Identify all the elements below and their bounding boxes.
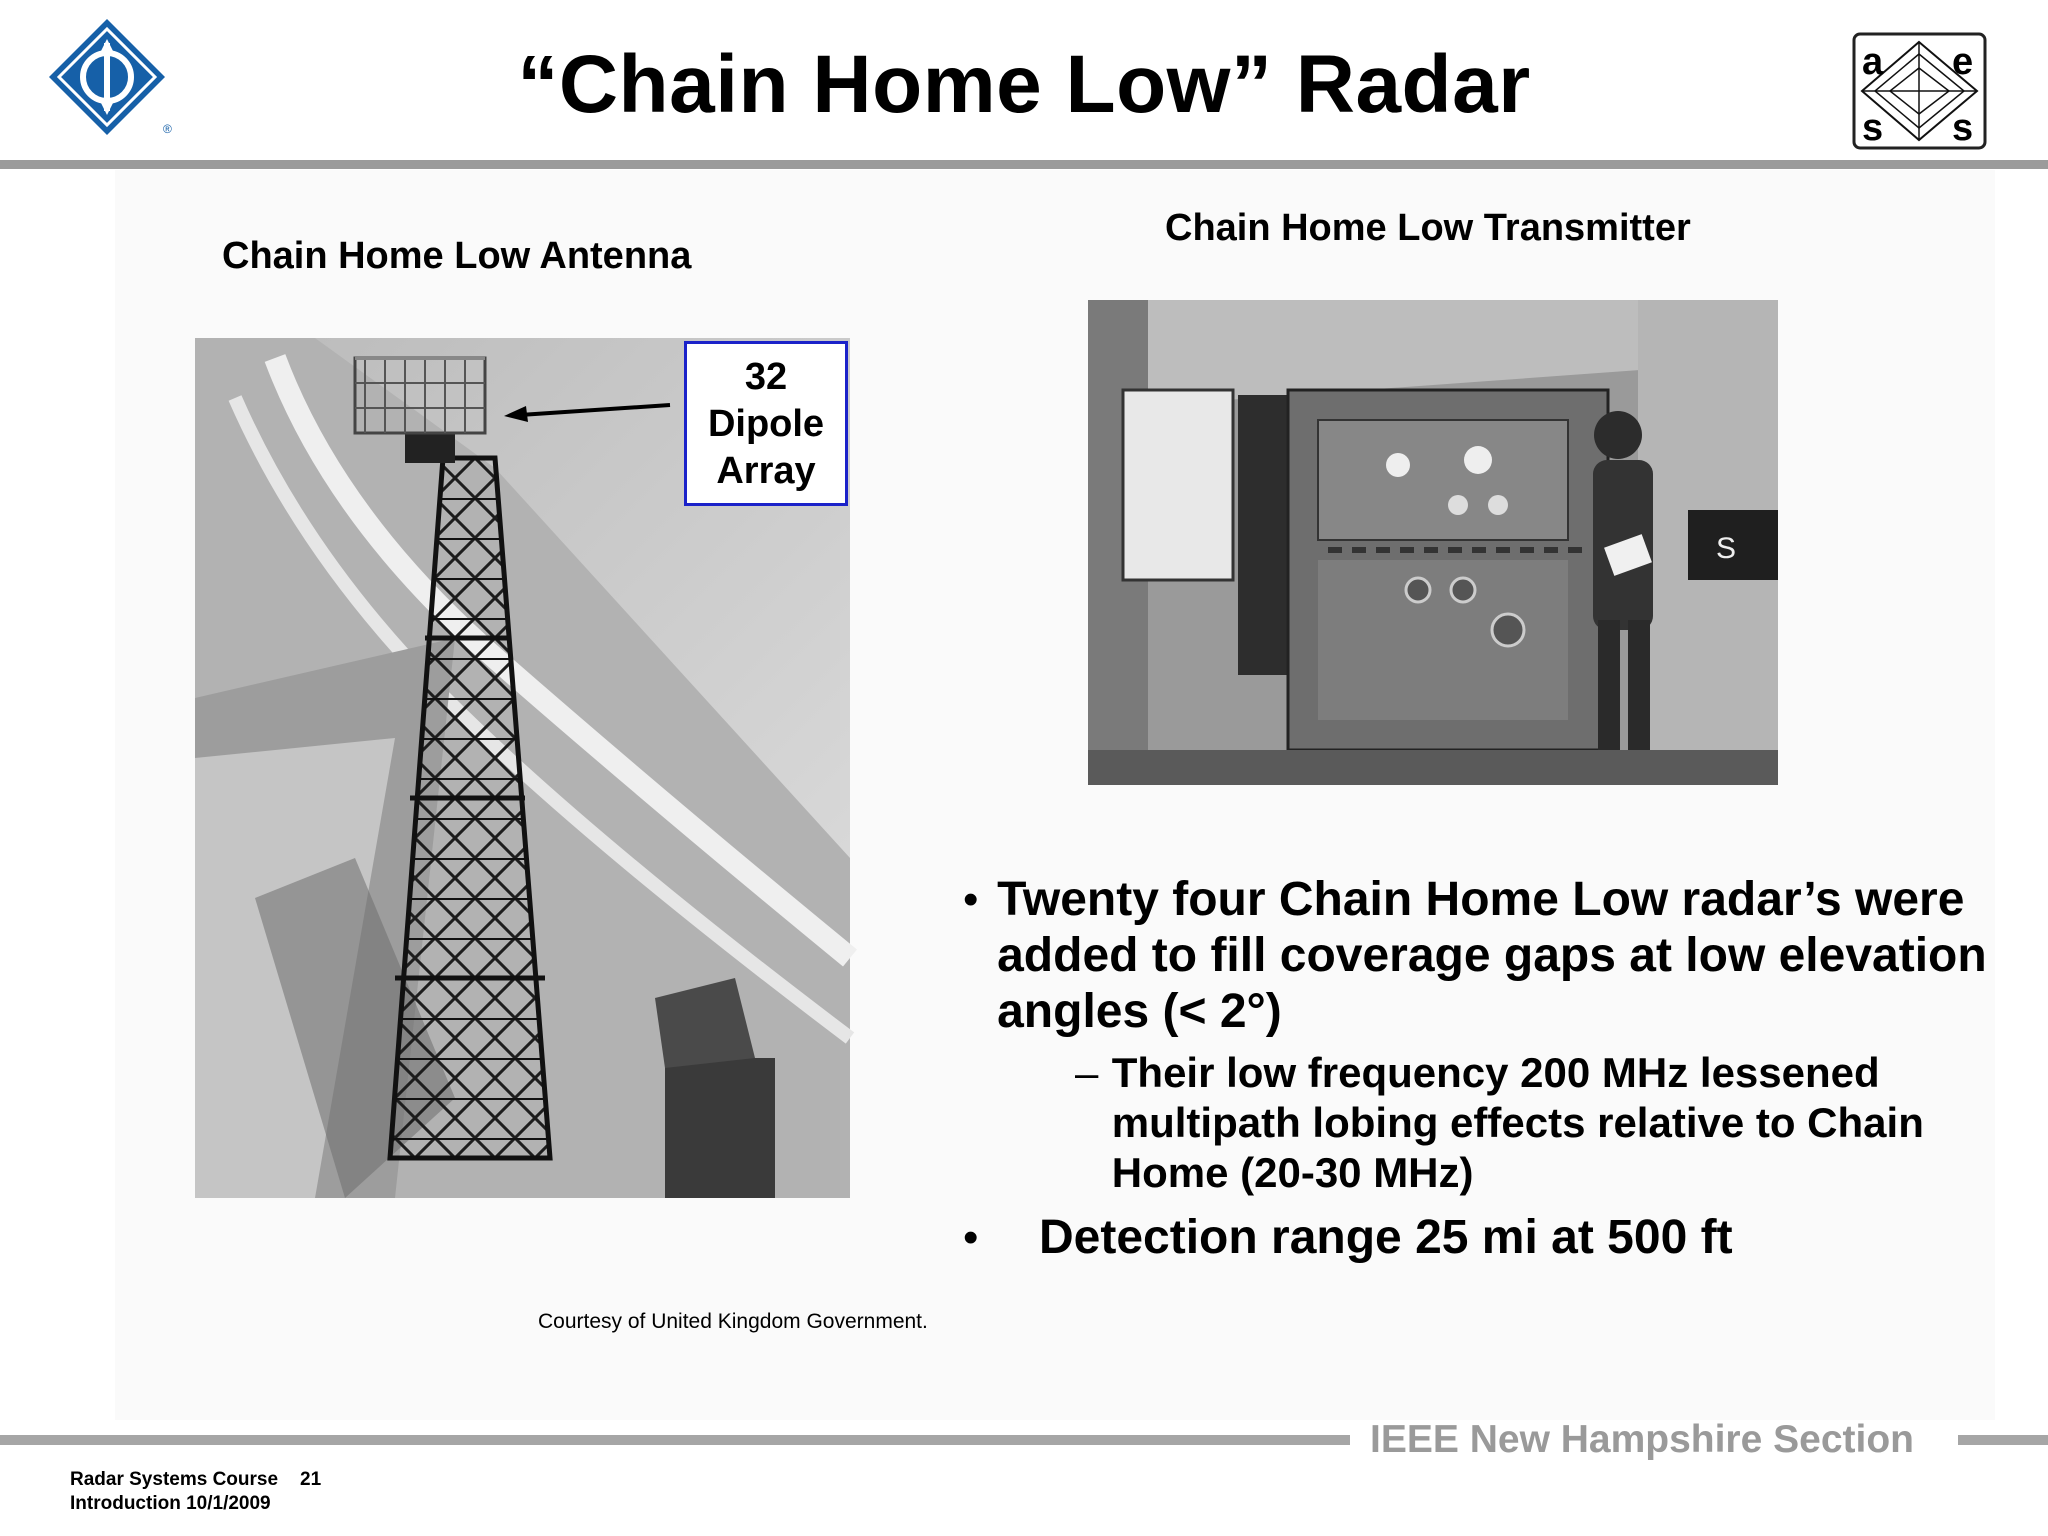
footer-brand: IEEE New Hampshire Section xyxy=(1370,1418,1915,1461)
course-name: Radar Systems Course xyxy=(70,1469,279,1490)
header-divider xyxy=(0,160,2048,169)
bullet-list xyxy=(955,872,2015,1266)
sub-bullet-marker: – xyxy=(1075,1049,1099,1096)
sub-bullet-1-text: Their low frequency 200 MHz lessened multipath lobing effects relative to Chain Home (20-30 MHz) xyxy=(1111,1049,1924,1196)
footer-divider-right xyxy=(1958,1435,2048,1445)
antenna-caption: Chain Home Low Antenna xyxy=(222,235,692,277)
callout-line-2: Dipole xyxy=(707,403,825,445)
course-subtitle: Introduction 10/1/2009 xyxy=(70,1493,271,1514)
callout-line-3: Array xyxy=(716,450,816,492)
footer-divider xyxy=(0,1435,1350,1445)
aess-letter-e: e xyxy=(1952,41,1974,83)
dipole-callout xyxy=(684,341,848,506)
svg-text:®: ® xyxy=(163,122,172,136)
transmitter-photo xyxy=(1088,300,1778,785)
callout-arrow xyxy=(500,395,690,425)
bullet-2 xyxy=(955,1210,2015,1266)
transmitter-caption: Chain Home Low Transmitter xyxy=(1165,207,1691,249)
callout-line-1: 32 xyxy=(744,356,788,398)
aess-letter-s1: s xyxy=(1862,107,1884,149)
footer-course-info xyxy=(70,1468,321,1516)
bullet-marker: • xyxy=(963,1213,979,1262)
bullet-1-text: Twenty four Chain Home Low radar’s were added to fill coverage gaps at low elevation angles (< 2°) xyxy=(997,873,1987,1038)
photo-credit: Courtesy of United Kingdom Government. xyxy=(538,1310,928,1333)
slide-title: “Chain Home Low” Radar xyxy=(517,39,1531,130)
bullet-2-text: Detection range 25 mi at 500 ft xyxy=(1039,1211,1733,1264)
aess-letter-a: a xyxy=(1862,41,1884,83)
svg-text:S: S xyxy=(1716,532,1737,565)
bullet-1 xyxy=(955,872,2015,1040)
page-number: 21 xyxy=(300,1469,322,1490)
sub-bullet-1 xyxy=(1075,1048,2015,1198)
bullet-marker: • xyxy=(963,875,979,924)
aess-letter-s2: s xyxy=(1952,107,1974,149)
